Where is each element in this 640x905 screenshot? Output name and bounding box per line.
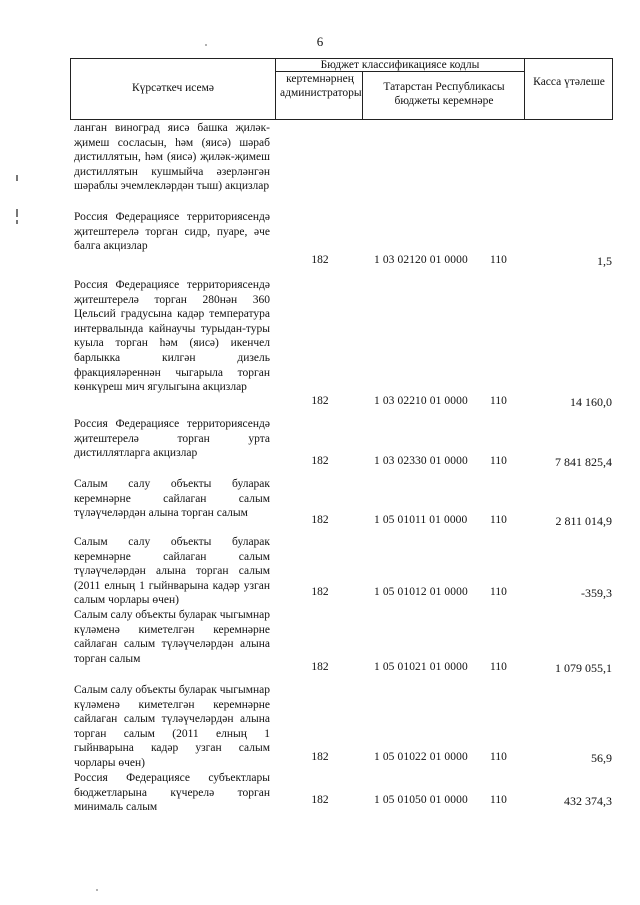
row-description: Россия Федерациясе территориясендә җитештерелә торган 280нән 360 Цельсий градусына кадәр температура интервалында кайнаучы турыдан-туры куыла торган һәм (яисә) икенчел барлыкка килгән дизель фракцияләреннән чыгарыла торган көнкүреш мич ягулыгына акцизлар (74, 279, 270, 394)
row-amount: 14 160,0 (570, 395, 612, 409)
row-subcode: 110 (490, 514, 507, 526)
row-amount: 1 079 055,1 (555, 661, 612, 675)
row-description: Салым салу объекты буларак керемнәрне сайлаган салым түләүчеләрдән алына торган салым (74, 478, 270, 520)
row-subcode: 110 (490, 751, 507, 763)
row-amount: -359,3 (581, 586, 612, 600)
row-revenue-code: 1 03 02210 01 0000 (374, 395, 468, 407)
header-cell-cash (524, 58, 613, 120)
scan-dot (205, 44, 207, 46)
row-subcode: 110 (490, 661, 507, 673)
table-header (70, 58, 613, 120)
row-subcode: 110 (490, 586, 507, 598)
row-admin-code: 182 (311, 751, 329, 763)
header-revenue-label: Татарстан Республикасы бюджеты керемнәре (383, 81, 505, 107)
scan-mark (16, 175, 18, 181)
header-admin-label: кертемнәрнең администраторы (280, 73, 362, 99)
scan-mark (16, 209, 18, 217)
row-revenue-code: 1 05 01011 01 0000 (374, 514, 468, 526)
row-description: Салым салу объекты буларак чыгымнар күләменә киметелгән керемнәрне сайлаган салым түләүчеләрдән алына торган салым (2011 елның 1 гыйнварына кадәр узган салым чорлары өчен) (74, 684, 270, 769)
row-subcode: 110 (490, 395, 507, 407)
row-description: Салым салу объекты буларак керемнәрне сайлаган салым түләүчеләрдән алына торган салым (2011 елның 1 гыйнварына кадәр узган салым чорлары өчен) (74, 536, 270, 607)
row-admin-code: 182 (311, 586, 329, 598)
header-cash-label: Касса үтәлеше (533, 76, 605, 88)
row-admin-code: 182 (311, 661, 329, 673)
row-amount: 2 811 014,9 (555, 514, 612, 528)
row-revenue-code: 1 03 02330 01 0000 (374, 455, 468, 467)
row-description: Россия Федерациясе территориясендә җитештерелә торган сидр, пуаре, әче балга акцизлар (74, 211, 270, 253)
row-revenue-code: 1 05 01012 01 0000 (374, 586, 468, 598)
scan-mark (16, 220, 18, 224)
row-revenue-code: 1 05 01022 01 0000 (374, 751, 468, 763)
row-amount: 1,5 (597, 254, 612, 268)
row-revenue-code: 1 05 01021 01 0000 (374, 661, 468, 673)
row-description: ланган виноград яисә башка җиләк-җимеш сосласын, һәм (яисә) шәраб дистиллятын, һәм (яисә) җиләк-җимеш дистиллятын кушмыйча әзерләнгән шәраблы эчемлекләрдән тыш) акцизлар (74, 122, 270, 193)
row-revenue-code: 1 05 01050 01 0000 (374, 794, 468, 806)
page-number: 6 (316, 34, 324, 49)
row-subcode: 110 (490, 254, 507, 266)
row-description: Россия Федерациясе субъектлары бюджетларына күчерелә торган минималь салым (74, 772, 270, 814)
row-admin-code: 182 (311, 794, 329, 806)
row-revenue-code: 1 03 02120 01 0000 (374, 254, 468, 266)
row-amount: 432 374,3 (564, 794, 612, 808)
scan-dot (96, 889, 98, 891)
row-admin-code: 182 (311, 395, 329, 407)
row-amount: 7 841 825,4 (555, 455, 612, 469)
row-admin-code: 182 (311, 455, 329, 467)
row-subcode: 110 (490, 455, 507, 467)
row-admin-code: 182 (311, 514, 329, 526)
row-amount: 56,9 (591, 751, 612, 765)
header-indicator-label: Күрсәткеч исемә (131, 82, 215, 94)
row-subcode: 110 (490, 794, 507, 806)
row-description: Салым салу объекты буларак чыгымнар күләменә киметелгән керемнәрне сайлаган салым түләүчеләрдән алына торган салым (74, 609, 270, 665)
header-budget-codes-label: Бюджет классификациясе кодлы (320, 59, 480, 71)
row-admin-code: 182 (311, 254, 329, 266)
row-description: Россия Федерациясе территориясендә җитештерелә торган урта дистиллятларга акцизлар (74, 418, 270, 460)
